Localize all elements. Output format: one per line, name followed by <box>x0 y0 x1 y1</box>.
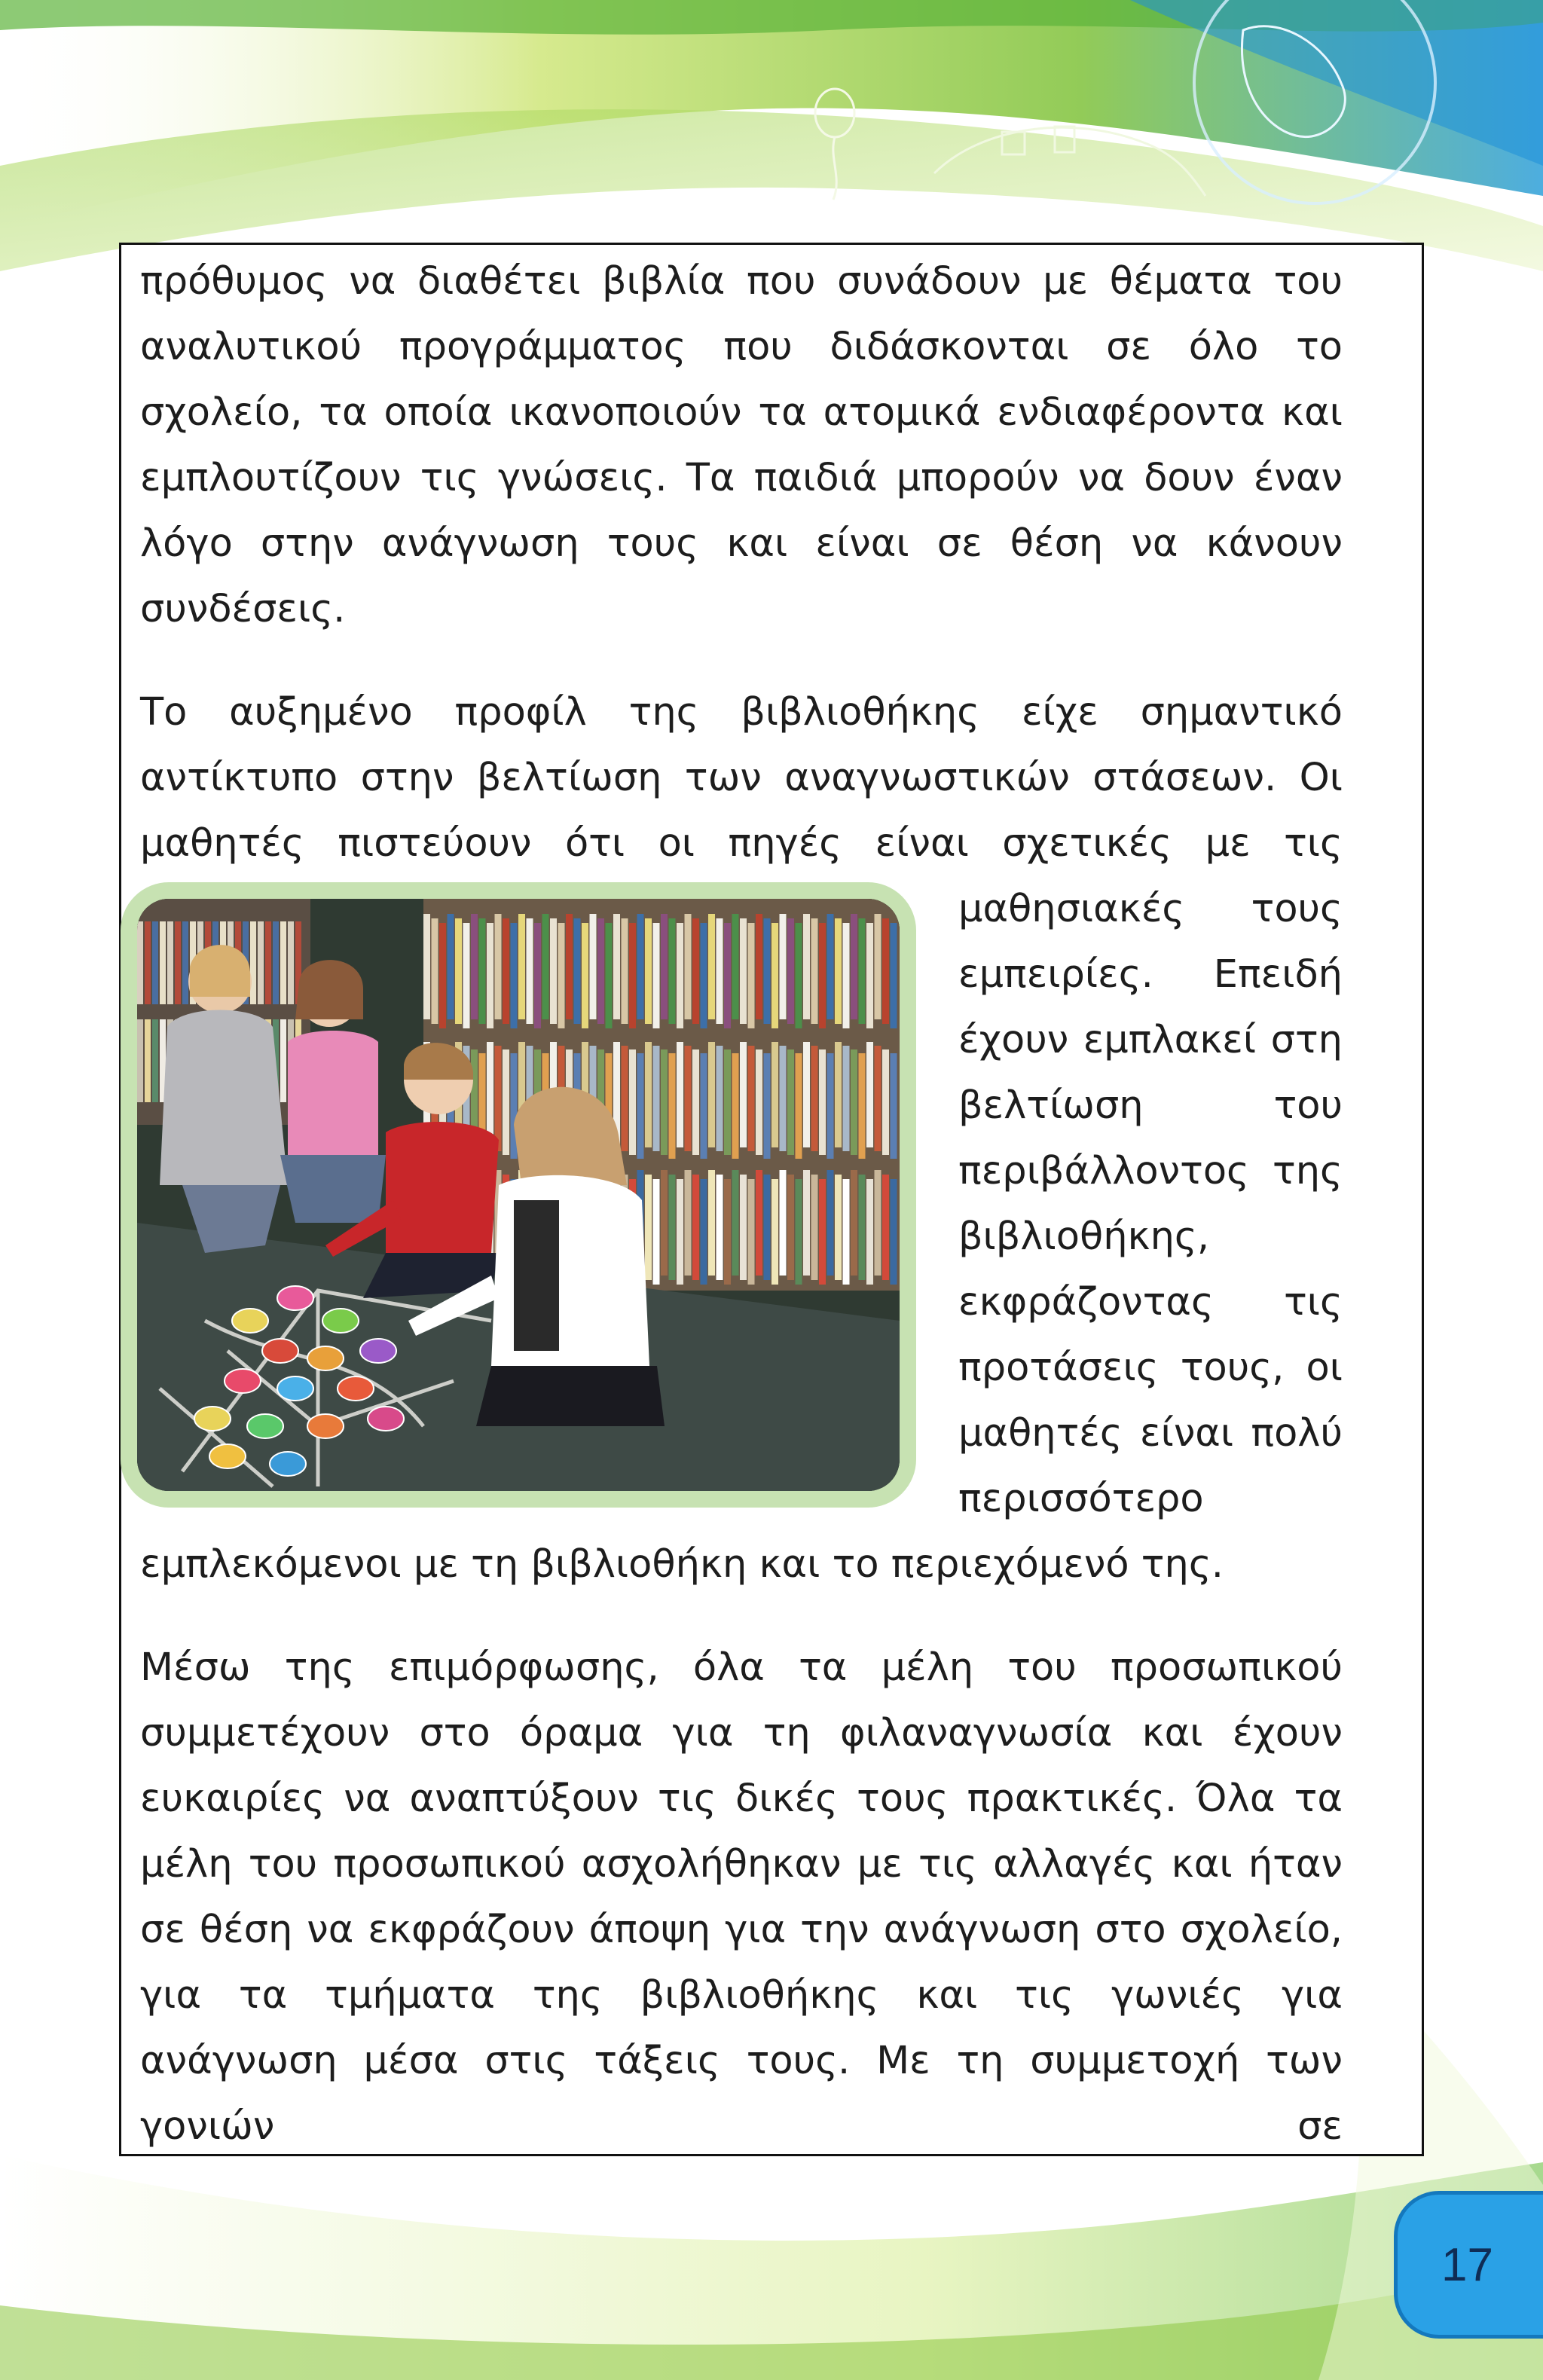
paragraph-1: πρόθυμος να διαθέτει βιβλία που συνάδουν με θέματα του αναλυτικού προγράμματος που διδάσκονται σε όλο το σχολείο, τα οποία ικανοποιούν τα ατομικά ενδιαφέροντα και εμπλουτίζουν τις γνώσεις. Τα παιδιά μπορούν να δουν έναν λόγο στην ανάγνωση τους και είναι σε θέση να κάνουν συνδέσεις. <box>140 259 1343 631</box>
paragraph-2 <box>140 680 1343 1597</box>
library-photo <box>121 882 916 1515</box>
paragraph-3: Μέσω της επιμόρφωσης, όλα τα μέλη του προσωπικού συμμετέχουν στο όραμα για τη φιλαναγνωσία και έχουν ευκαιρίες να αναπτύξουν τις δικές τους πρακτικές. Όλα τα μέλη του προσωπικού ασχολήθηκαν με τις αλλαγές και ήταν σε θέση να εκφράζουν άποψη για την ανάγνωση στο σχολείο, για τα τμήματα της βιβλιοθήκης και τις γωνιές για ανάγνωση μέσα στις τάξεις τους. Με τη συμμετοχή των γονιών σε <box>140 1645 1343 2149</box>
paragraph-2-part-2: μαθησιακές τους εμπειρίες. Επειδή έχουν εμπλακεί στη βελτίωση του περιβάλλοντος της βιβλιοθήκης, εκφράζοντας τις προτάσεις τους, οι μαθητές είναι πολύ περισσότερο εμπλεκόμενοι με τη βιβλιοθήκη και το περιεχόμενό της. <box>140 887 1343 1587</box>
page-number: 17 <box>1394 2191 1543 2339</box>
paragraph-2-part-1: Το αυξημένο προφίλ της βιβλιοθήκης είχε σημαντικό αντίκτυπο στην βελτίωση των αναγνωστικών στάσεων. Οι μαθητές πιστεύουν ότι οι πηγές είναι σχετικές με τις <box>140 690 1343 866</box>
photo-frame <box>121 882 916 1508</box>
body-text <box>140 249 1343 2197</box>
children-in-library-image <box>137 899 900 1491</box>
